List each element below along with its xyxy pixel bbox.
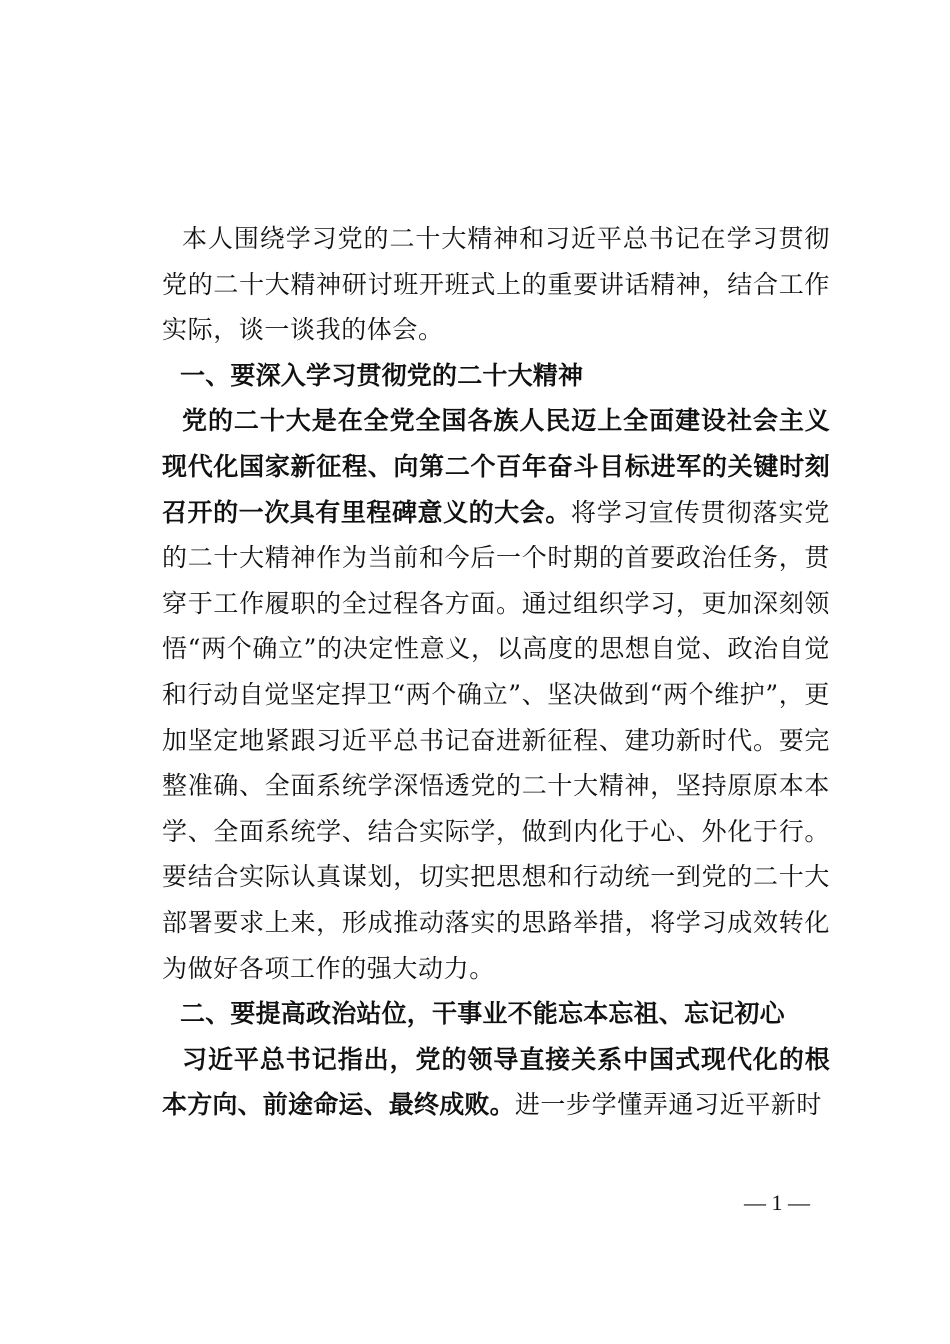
section-1-lead-text: 党的二十大是在全党全国各族人民迈上全面建设社会主义现代化国家新征程、向第二个百年奋斗目标进军的关键时刻召开的一次具有里程碑意义的大会。 <box>162 406 830 527</box>
section-1-body-text: 将学习宣传贯彻落实党的二十大精神作为当前和今后一个时期的首要政治任务，贯穿于工作履职的全过程各方面。通过组织学习，更加深刻领悟“两个确立”的决定性意义，以高度的思想自觉、政治自觉和行动自觉坚定捍卫“两个确立”、坚决做到“两个维护”，更加坚定地紧跟习近平总书记奋进新征程、建功新时代。要完整准确、全面系统学深悟透党的二十大精神，坚持原原本本学、全面系统学、结合实际学，做到内化于心、外化于行。要结合实际认真谋划，切实把思想和行动统一到党的二十大部署要求上来，形成推动落实的思路举措，将学习成效转化为做好各项工作的强大动力。 <box>162 497 830 983</box>
section-2-lead-text: 习近平总书记指出，党的领导直接关系中国式现代化的根本方向、前途命运、最终成败。 <box>162 1044 830 1120</box>
document-body <box>162 216 830 1128</box>
section-2-paragraph <box>162 1037 830 1128</box>
intro-paragraph: 本人围绕学习党的二十大精神和习近平总书记在学习贯彻党的二十大精神研讨班开班式上的重要讲话精神，结合工作实际，谈一谈我的体会。 <box>162 224 830 345</box>
page-number: — 1 — <box>744 1190 810 1215</box>
section-2-body-text: 进一步学懂弄通习近平新时 <box>514 1090 823 1120</box>
section-1-heading: 一、要深入学习贯彻党的二十大精神 <box>180 360 584 390</box>
section-1-paragraph <box>162 398 830 991</box>
section-2-heading: 二、要提高政治站位，干事业不能忘本忘祖、忘记初心 <box>180 999 785 1029</box>
